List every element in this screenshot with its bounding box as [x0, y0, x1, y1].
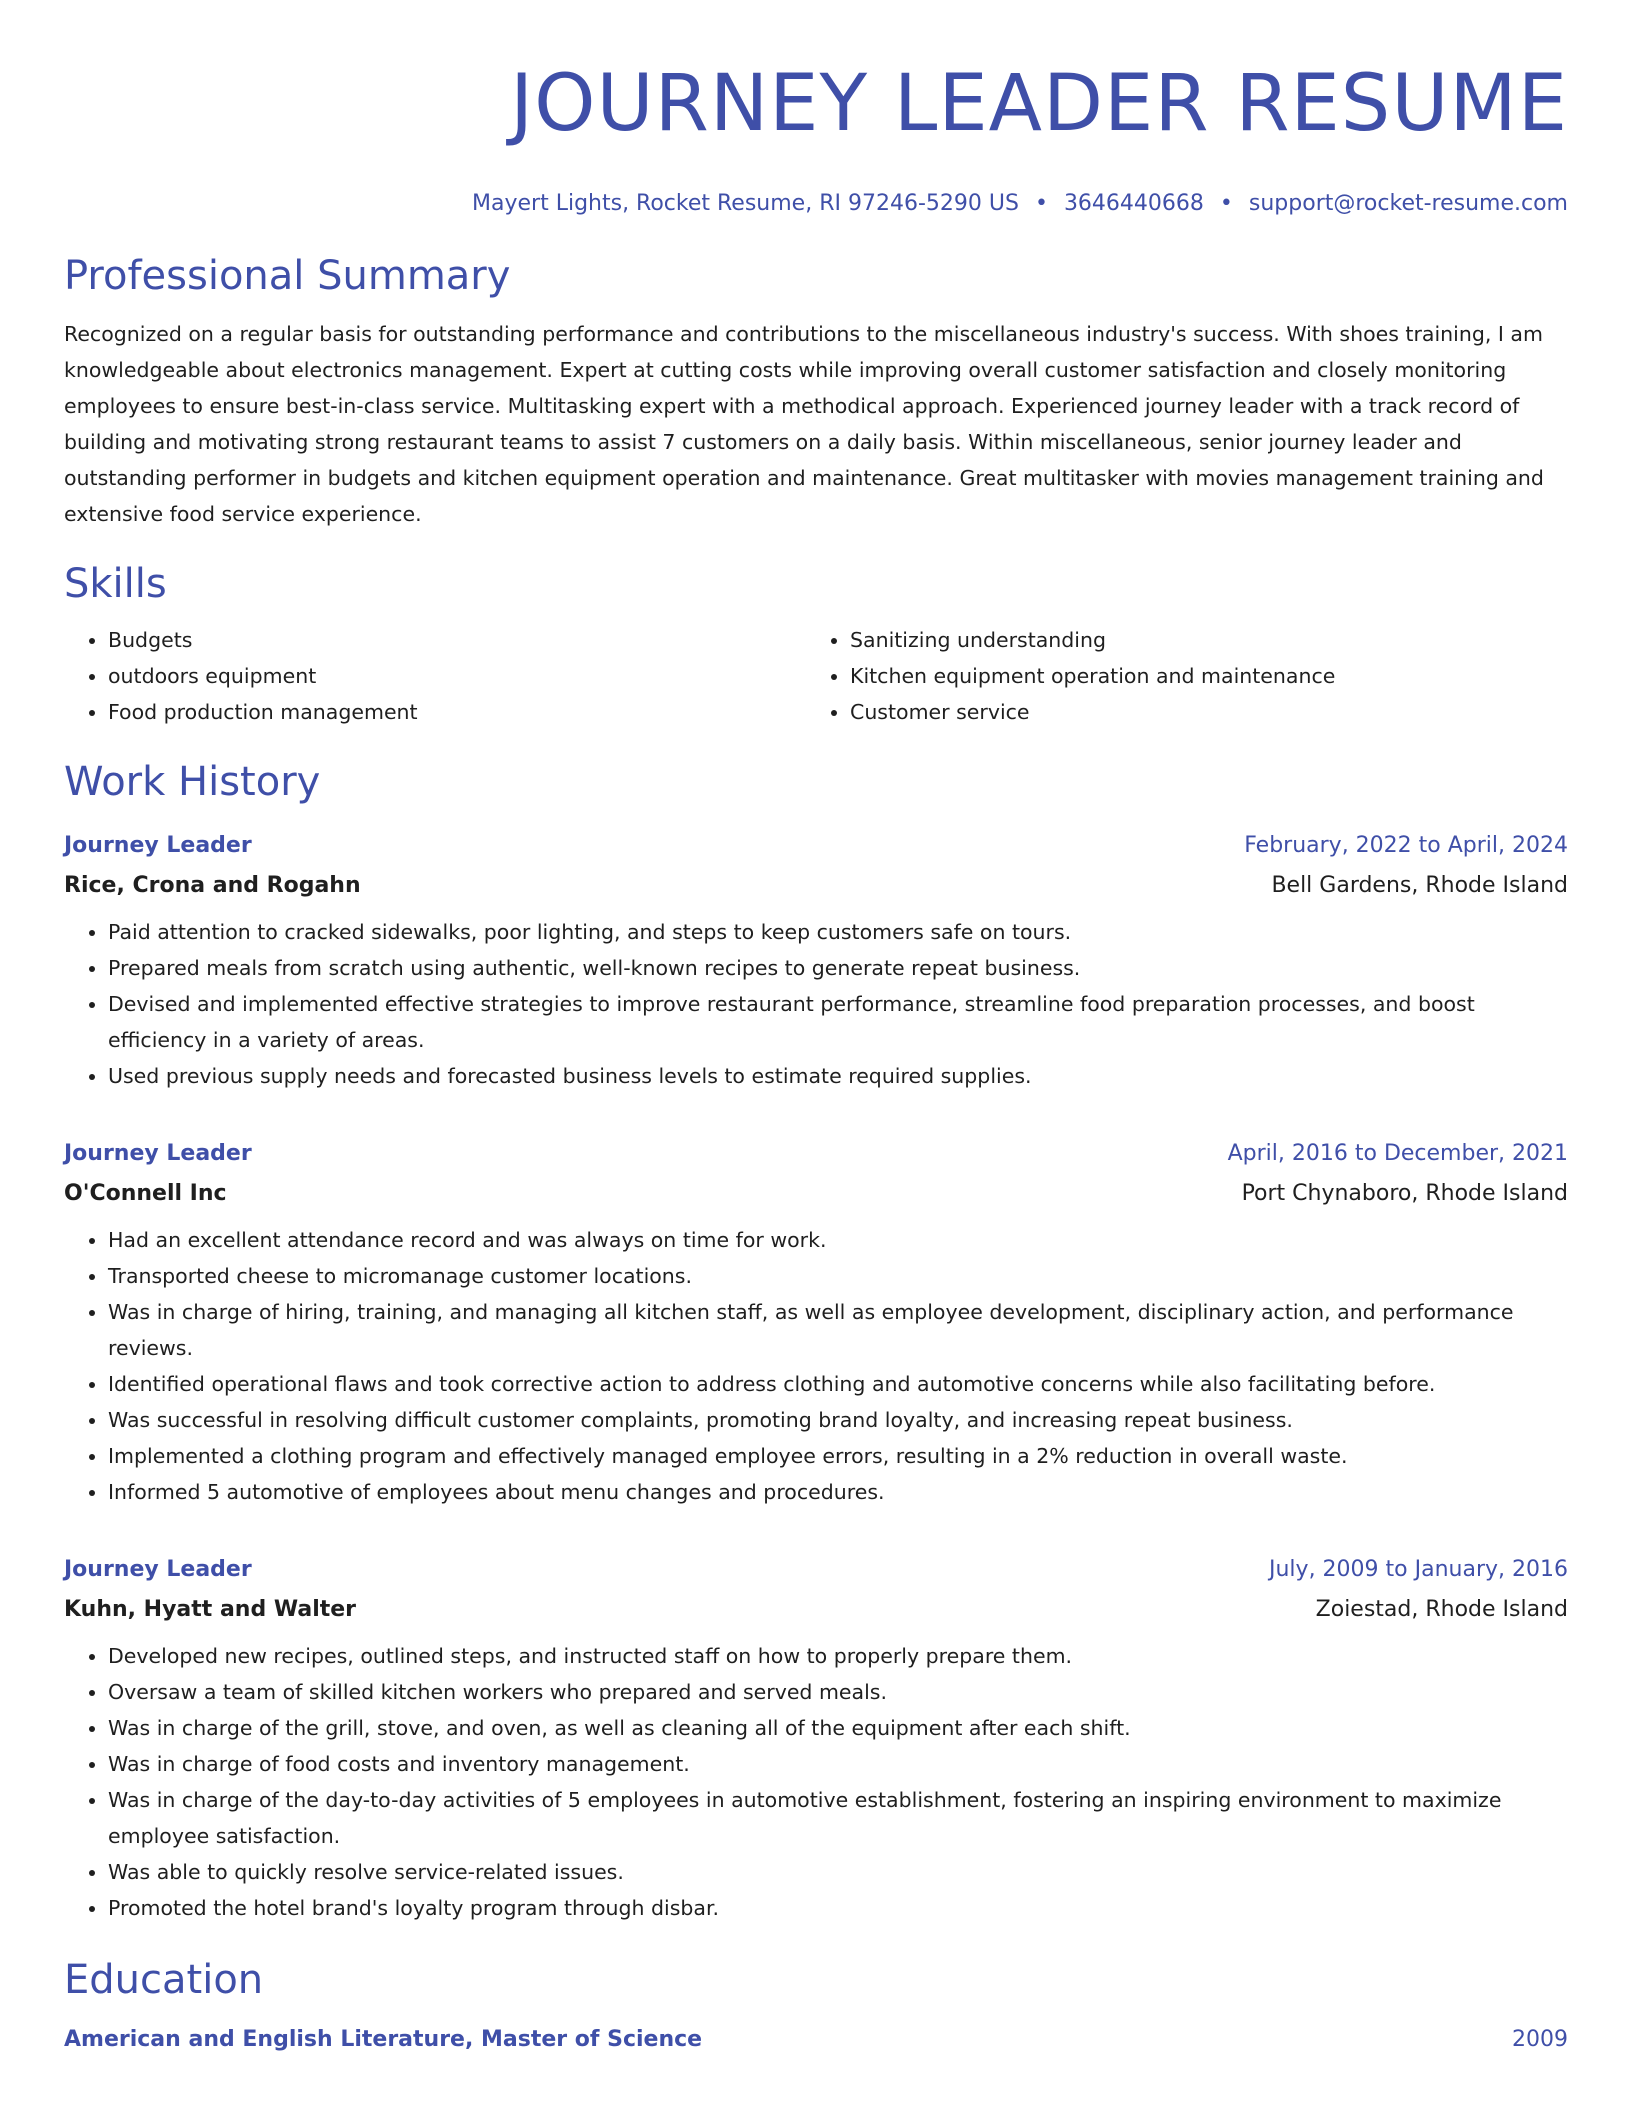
contact-phone: 3646440668: [1063, 191, 1204, 216]
job-header: [64, 826, 1568, 866]
job-dates: February, 2022 to April, 2024: [1244, 833, 1568, 858]
job-bullet: • Oversaw a team of skilled kitchen workers who prepared and served meals.: [108, 1674, 1568, 1710]
job-bullets: [64, 914, 1568, 1094]
job-entry: [64, 1134, 1568, 1510]
job-header: [64, 1134, 1568, 1174]
job-bullet: • Was able to quickly resolve service-related issues.: [108, 1854, 1568, 1890]
job-bullet: • Informed 5 automotive of employees about menu changes and procedures.: [108, 1474, 1568, 1510]
job-company: O'Connell Inc: [64, 1181, 227, 1206]
job-location: Port Chynaboro, Rhode Island: [1241, 1181, 1568, 1206]
job-bullet: • Developed new recipes, outlined steps, and instructed staff on how to properly prepare them.: [108, 1638, 1568, 1674]
job-bullet: • Identified operational flaws and took corrective action to address clothing and automotive concerns while also facilitating before.: [108, 1366, 1568, 1402]
skill-item: • Customer service: [850, 694, 1568, 730]
education-section: [64, 1954, 1568, 2060]
job-bullet: • Prepared meals from scratch using authentic, well-known recipes to generate repeat business.: [108, 950, 1568, 986]
contact-address: Mayert Lights, Rocket Resume, RI 97246-5290 US: [472, 191, 1019, 216]
job-company: Kuhn, Hyatt and Walter: [64, 1597, 357, 1622]
job-location: Zoiestad, Rhode Island: [1315, 1597, 1568, 1622]
education-heading: Education: [64, 1957, 264, 2003]
skills-list-left: [64, 622, 806, 730]
job-location: Bell Gardens, Rhode Island: [1271, 873, 1568, 898]
skill-item: • Food production management: [108, 694, 806, 730]
education-degree: American and English Literature, Master of Science: [64, 2027, 703, 2052]
skills-list-right: [806, 622, 1568, 730]
job-bullet: • Transported cheese to micromanage customer locations.: [108, 1258, 1568, 1294]
summary-text: Recognized on a regular basis for outstanding performance and contributions to the miscellaneous industry's success. With shoes training, I am knowledgeable about electronics management. Expert at cutting costs while improving overall customer satisfaction and closely monitoring employees to ensure best-in-class service. Multitasking expert with a methodical approach. Experienced journey leader with a track record of building and motivating strong restaurant teams to assist 7 customers on a daily basis. Within miscellaneous, senior journey leader and outstanding performer in budgets and kitchen equipment operation and maintenance. Great multitasker with movies management training and extensive food service experience.: [64, 322, 1544, 526]
job-bullet: • Used previous supply needs and forecasted business levels to estimate required supplies.: [108, 1058, 1568, 1094]
job-bullet: • Was in charge of the day-to-day activities of 5 employees in automotive establishment, fostering an inspiring environment to maximize employee satisfaction.: [108, 1782, 1568, 1854]
summary-heading: Professional Summary: [64, 253, 511, 299]
job-bullet: • Was in charge of hiring, training, and managing all kitchen staff, as well as employee development, disciplinary action, and performance reviews.: [108, 1294, 1568, 1366]
job-bullets: [64, 1638, 1568, 1926]
job-bullet: • Devised and implemented effective strategies to improve restaurant performance, streamline food preparation processes, and boost efficiency in a variety of areas.: [108, 986, 1568, 1058]
skills-section: [64, 558, 1568, 730]
job-bullet: • Paid attention to cracked sidewalks, poor lighting, and steps to keep customers safe on tours.: [108, 914, 1568, 950]
job-entry: [64, 826, 1568, 1094]
contact-line: [64, 188, 1568, 220]
skill-item: • Sanitizing understanding: [850, 622, 1568, 658]
job-bullet: • Had an excellent attendance record and was always on time for work.: [108, 1222, 1568, 1258]
job-bullets: [64, 1222, 1568, 1510]
skill-item: • outdoors equipment: [108, 658, 806, 694]
job-header: [64, 1550, 1568, 1590]
job-dates: April, 2016 to December, 2021: [1227, 1141, 1568, 1166]
skill-item: • Budgets: [108, 622, 806, 658]
job-bullet: • Promoted the hotel brand's loyalty program through disbar.: [108, 1890, 1568, 1926]
education-entry: [64, 2020, 1568, 2060]
job-subheader: [64, 1174, 1568, 1214]
skills-heading: Skills: [64, 561, 167, 607]
job-company: Rice, Crona and Rogahn: [64, 873, 361, 898]
job-bullet: • Was successful in resolving difficult customer complaints, promoting brand loyalty, and increasing repeat business.: [108, 1402, 1568, 1438]
contact-email: support@rocket-resume.com: [1248, 191, 1568, 216]
job-subheader: [64, 1590, 1568, 1630]
summary-section: [64, 250, 1568, 532]
job-dates: July, 2009 to January, 2016: [1269, 1557, 1568, 1582]
skill-item: • Kitchen equipment operation and maintenance: [850, 658, 1568, 694]
education-year: 2009: [1512, 2027, 1568, 2052]
job-bullet: • Implemented a clothing program and effectively managed employee errors, resulting in a 2% reduction in overall waste.: [108, 1438, 1568, 1474]
job-role: Journey Leader: [64, 1141, 252, 1166]
job-role: Journey Leader: [64, 833, 252, 858]
skills-grid: [64, 622, 1568, 730]
job-entry: [64, 1550, 1568, 1926]
work-history-section: [64, 756, 1568, 1926]
job-role: Journey Leader: [64, 1557, 252, 1582]
job-subheader: [64, 866, 1568, 906]
resume-title: JOURNEY LEADER RESUME: [510, 59, 1568, 149]
contact-separator: •: [1034, 191, 1048, 216]
work-history-heading: Work History: [64, 759, 321, 805]
job-bullet: • Was in charge of the grill, stove, and oven, as well as cleaning all of the equipment after each shift.: [108, 1710, 1568, 1746]
job-bullet: • Was in charge of food costs and inventory management.: [108, 1746, 1568, 1782]
contact-separator: •: [1219, 191, 1233, 216]
